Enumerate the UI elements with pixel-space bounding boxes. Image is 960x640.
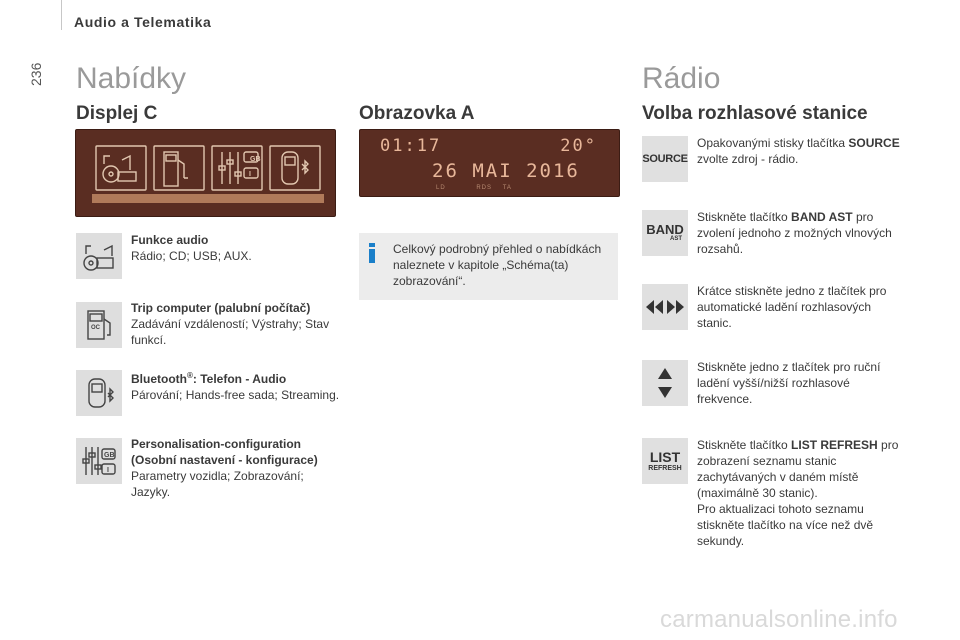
lcd-flag-ta: TA	[502, 185, 512, 191]
step-source-pre: Opakovanými stisky tlačítka	[697, 136, 849, 150]
bluetooth-phone-icon	[76, 370, 122, 416]
settings-desc: Parametry vozidla; Zobrazování; Jazyky.	[131, 469, 304, 499]
display-c-screen	[75, 129, 336, 217]
audio-function-icon	[76, 233, 122, 279]
info-note	[359, 233, 618, 300]
bluetooth-phone-text	[131, 368, 341, 403]
step-band-pre: Stiskněte tlačítko	[697, 210, 792, 224]
step-manual: Stiskněte jedno z tlačítek pro ruční ladění vyšší/nižší rozhlasové frekvence.	[697, 360, 881, 406]
svg-text:OC: OC	[91, 325, 100, 331]
bluetooth-phone-desc: Párování; Hands-free sada; Streaming.	[131, 388, 340, 402]
step-source-post: zvolte zdroj - rádio.	[697, 152, 799, 166]
svg-text:GB: GB	[250, 156, 261, 163]
step-band-bold: BAND AST	[791, 210, 853, 224]
page-number: 236	[28, 62, 44, 86]
svg-text:GB: GB	[104, 452, 115, 459]
trip-computer-desc: Zadávání vzdáleností; Výstrahy; Stav funkcí.	[131, 317, 330, 347]
step-list	[697, 437, 907, 549]
watermark: carmanualsonline.info	[660, 606, 898, 633]
trip-computer-text	[131, 300, 341, 348]
audio-function-desc: Rádio; CD; USB; AUX.	[131, 249, 252, 263]
step-list-extra: Pro aktualizaci tohoto seznamu stiskněte tlačítko na více než dvě sekundy.	[697, 502, 874, 548]
info-note-text: Celkový podrobný přehled o nabídkách naleznete v kapitole „Schéma(ta) zobrazování“.	[393, 242, 602, 288]
seek-buttons-icon	[642, 284, 688, 330]
running-header: Audio a Telematika	[74, 14, 212, 30]
step-list-bold: LIST REFRESH	[791, 438, 878, 452]
section-title-radio: Rádio	[642, 62, 721, 95]
heading-screen-a: Obrazovka A	[359, 103, 475, 124]
band-ast-label: AST	[670, 236, 682, 242]
list-refresh-button-icon	[642, 438, 688, 484]
svg-text:I: I	[107, 467, 109, 474]
display-c-menu-icons	[76, 130, 335, 216]
step-list-pre: Stiskněte tlačítko	[697, 438, 792, 452]
step-seek: Krátce stiskněte jedno z tlačítek pro automatické ladění rozhlasových stanic.	[697, 284, 887, 330]
bluetooth-title: Bluetooth	[131, 372, 187, 386]
up-down-arrows-icon	[655, 365, 675, 401]
svg-text:I: I	[249, 171, 251, 178]
band-label: BAND	[646, 222, 684, 237]
audio-function-title: Funkce audio	[131, 233, 209, 247]
lcd-flag-ld: LD	[436, 185, 446, 191]
manual-tune-buttons-icon	[642, 360, 688, 406]
header-divider	[61, 0, 62, 30]
seek-arrows-icon	[644, 297, 686, 317]
registered-mark: ®	[187, 371, 193, 380]
settings-text	[131, 436, 341, 500]
lcd-flags	[436, 185, 512, 191]
step-list-post: pro zobrazení seznamu stanic zachytávaných v daném místě (maximálně 30 stanic).	[697, 438, 899, 500]
trip-computer-icon	[76, 302, 122, 348]
source-button-icon	[642, 136, 688, 182]
refresh-label: REFRESH	[648, 464, 682, 472]
info-icon	[368, 243, 376, 263]
heading-station-selection: Volba rozhlasové stanice	[642, 103, 868, 124]
lcd-date: 26 MAI 2016	[432, 160, 580, 182]
lcd-temperature: 20°	[560, 136, 597, 156]
bluetooth-title-rest: : Telefon - Audio	[192, 372, 287, 386]
source-label: SOURCE	[642, 153, 688, 165]
section-title-menus: Nabídky	[76, 62, 187, 95]
lcd-time: 01:17	[380, 136, 442, 156]
heading-display-c: Displej C	[76, 103, 158, 124]
settings-title-line1: Personalisation-configuration	[131, 437, 302, 451]
band-ast-button-icon	[642, 210, 688, 256]
trip-computer-title: Trip computer (palubní počítač)	[131, 301, 311, 315]
step-source-bold: SOURCE	[848, 136, 900, 150]
step-band	[697, 209, 907, 257]
step-band-post: pro zvolení jednoho z možných vlnových rozsahů.	[697, 210, 892, 256]
audio-function-text	[131, 232, 341, 264]
screen-a-display	[359, 129, 620, 197]
settings-icon	[76, 438, 122, 484]
list-label: LIST	[649, 448, 681, 465]
step-source	[697, 135, 907, 167]
settings-title-line2: (Osobní nastavení - konfigurace)	[131, 453, 318, 467]
lcd-flag-rds: RDS	[476, 185, 493, 191]
